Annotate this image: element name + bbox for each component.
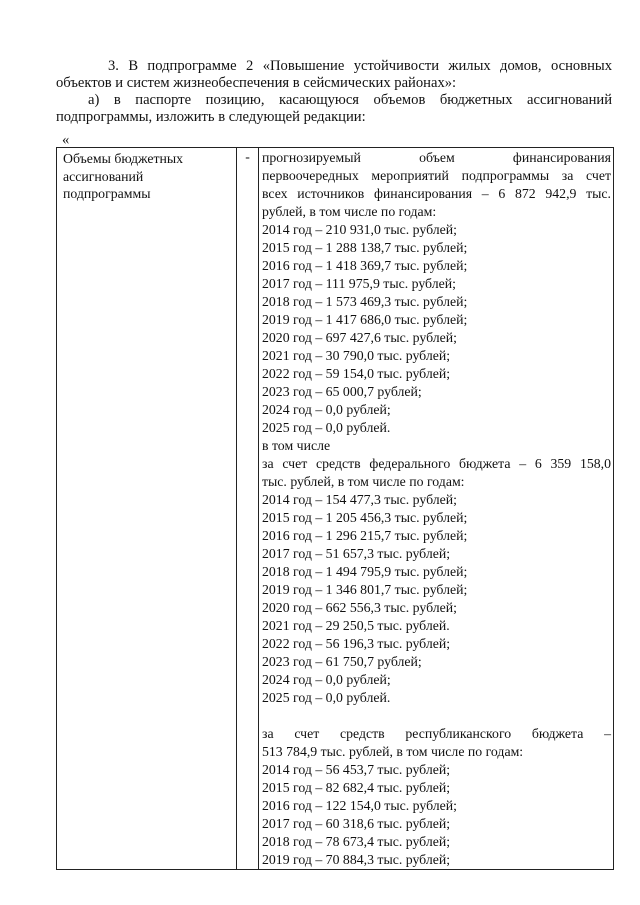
dash-cell <box>237 148 259 870</box>
year-line: 2022 год – 59 154,0 тыс. рублей; <box>262 366 451 381</box>
intro-line: прогнозируемый объем финансирования <box>262 150 611 165</box>
intro-line: 513 784,9 тыс. рублей, в том числе по годам: <box>262 744 524 759</box>
label-line: подпрограммы <box>63 186 151 201</box>
year-line: 2021 год – 29 250,5 тыс. рублей. <box>262 618 450 633</box>
heading-line-3: а) в паспорте позицию, касающуюся объемов бюджетных ассигнований <box>88 92 612 108</box>
year-line: 2015 год – 1 288 138,7 тыс. рублей; <box>262 240 468 255</box>
federal-funding-block <box>262 455 611 707</box>
year-line: 2014 год – 56 453,7 тыс. рублей; <box>262 762 451 777</box>
year-line: 2023 год – 65 000,7 рублей; <box>262 384 422 399</box>
year-line: 2016 год – 1 296 215,7 тыс. рублей; <box>262 528 468 543</box>
year-list <box>262 491 611 707</box>
heading-line-2: объектов и систем жизнеобеспечения в сейсмических районах»: <box>56 75 457 91</box>
total-funding-block <box>262 149 611 455</box>
in-that-number-line: в том числе <box>262 438 331 453</box>
year-line: 2019 год – 1 346 801,7 тыс. рублей; <box>262 582 468 597</box>
intro-line: за счет средств республиканского бюджета – <box>262 726 611 741</box>
year-list <box>262 221 611 437</box>
intro-line: первоочередных мероприятий подпрограммы за счет <box>262 168 611 183</box>
year-line: 2024 год – 0,0 рублей; <box>262 402 391 417</box>
year-line: 2025 год – 0,0 рублей. <box>262 690 391 705</box>
year-list <box>262 761 611 869</box>
label-cell <box>57 148 237 870</box>
table-row <box>57 148 614 870</box>
republic-funding-block <box>262 725 611 869</box>
year-line: 2017 год – 51 657,3 тыс. рублей; <box>262 546 451 561</box>
heading-line-1: 3. В подпрограмме 2 «Повышение устойчивости жилых домов, основных <box>108 58 612 74</box>
year-line: 2018 год – 78 673,4 тыс. рублей; <box>262 834 451 849</box>
intro-line: за счет средств федерального бюджета – 6 359 158,0 <box>262 456 611 471</box>
year-line: 2014 год – 210 931,0 тыс. рублей; <box>262 222 457 237</box>
label-line: Объемы бюджетных <box>63 151 184 166</box>
year-line: 2019 год – 1 417 686,0 тыс. рублей; <box>262 312 468 327</box>
spacer <box>262 707 611 725</box>
year-line: 2018 год – 1 494 795,9 тыс. рублей; <box>262 564 468 579</box>
year-line: 2019 год – 70 884,3 тыс. рублей; <box>262 852 451 867</box>
year-line: 2025 год – 0,0 рублей. <box>262 420 391 435</box>
intro-line: рублей, в том числе по годам: <box>262 204 437 219</box>
budget-passport-table <box>56 147 614 870</box>
year-line: 2015 год – 1 205 456,3 тыс. рублей; <box>262 510 468 525</box>
year-line: 2024 год – 0,0 рублей; <box>262 672 391 687</box>
intro-line: всех источников финансирования – 6 872 942,9 тыс. <box>262 186 611 201</box>
year-line: 2021 год – 30 790,0 тыс. рублей; <box>262 348 451 363</box>
intro-line: тыс. рублей, в том числе по годам: <box>262 474 465 489</box>
year-line: 2016 год – 122 154,0 тыс. рублей; <box>262 798 457 813</box>
year-line: 2020 год – 697 427,6 тыс. рублей; <box>262 330 457 345</box>
dash-mark: - <box>245 149 250 164</box>
year-line: 2016 год – 1 418 369,7 тыс. рублей; <box>262 258 468 273</box>
heading-line-4: подпрограммы, изложить в следующей редакции: <box>56 109 366 125</box>
year-line: 2023 год – 61 750,7 рублей; <box>262 654 422 669</box>
opening-quote: « <box>62 132 70 148</box>
year-line: 2017 год – 60 318,6 тыс. рублей; <box>262 816 451 831</box>
year-line: 2015 год – 82 682,4 тыс. рублей; <box>262 780 451 795</box>
year-line: 2022 год – 56 196,3 тыс. рублей; <box>262 636 451 651</box>
section-heading <box>56 58 612 126</box>
year-line: 2020 год – 662 556,3 тыс. рублей; <box>262 600 457 615</box>
funding-cell <box>259 148 614 870</box>
label-line: ассигнований <box>63 168 144 184</box>
year-line: 2017 год – 111 975,9 тыс. рублей; <box>262 276 456 291</box>
year-line: 2014 год – 154 477,3 тыс. рублей; <box>262 492 457 507</box>
year-line: 2018 год – 1 573 469,3 тыс. рублей; <box>262 294 468 309</box>
